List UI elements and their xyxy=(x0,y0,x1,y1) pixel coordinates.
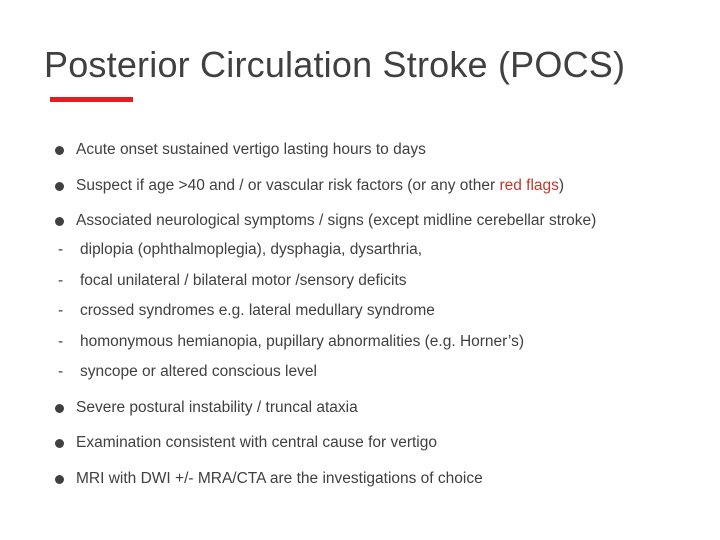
bullet-item-examination xyxy=(0,432,720,454)
sub-item-text: diplopia (ophthalmoplegia), dysphagia, dysarthria, xyxy=(80,241,423,258)
bullet-item-risk-factors xyxy=(0,175,720,197)
sub-item-text: focal unilateral / bilateral motor /sensory deficits xyxy=(80,272,407,289)
bullet-text: Acute onset sustained vertigo lasting hours to days xyxy=(76,141,426,158)
dash-marker: - xyxy=(58,363,64,380)
bullet-dot-icon xyxy=(55,404,64,413)
sub-item-motor-deficits xyxy=(0,270,720,292)
dash-marker: - xyxy=(58,302,64,319)
bullet-dot-icon xyxy=(55,146,64,155)
sub-item-hemianopia xyxy=(0,331,720,353)
bullet-item-vertigo xyxy=(0,139,720,161)
bullet-dot-icon xyxy=(55,182,64,191)
dash-marker: - xyxy=(58,272,64,289)
bullet-dot-icon xyxy=(55,475,64,484)
bullet-dot-icon xyxy=(55,217,64,226)
sub-item-crossed-syndromes xyxy=(0,300,720,322)
bullet-dot-icon xyxy=(55,439,64,448)
dash-marker: - xyxy=(58,333,64,350)
bullet-item-mri xyxy=(0,468,720,490)
bullet-text-before: Suspect if age >40 and / or vascular risk factors (or any other xyxy=(76,177,500,194)
sub-item-text: crossed syndromes e.g. lateral medullary syndrome xyxy=(80,302,435,319)
dash-marker: - xyxy=(58,241,64,258)
bullet-text: Associated neurological symptoms / signs (except midline cerebellar stroke) xyxy=(76,212,597,229)
bullet-text: MRI with DWI +/- MRA/CTA are the investigations of choice xyxy=(76,470,483,487)
bullet-text: Severe postural instability / truncal ataxia xyxy=(76,399,358,416)
bullet-text xyxy=(76,175,564,197)
slide-title: Posterior Circulation Stroke (POCS) xyxy=(44,44,626,85)
bullet-text-after: ) xyxy=(558,177,565,194)
bullet-item-postural-instability xyxy=(0,397,720,419)
sub-item-syncope xyxy=(0,361,720,383)
sub-item-text: syncope or altered conscious level xyxy=(80,363,317,380)
bullet-text: Examination consistent with central cause for vertigo xyxy=(76,434,437,451)
sub-item-text: homonymous hemianopia, pupillary abnormalities (e.g. Horner’s) xyxy=(80,333,524,350)
bullet-item-neuro-symptoms xyxy=(0,210,720,232)
red-flags-highlight: red flags xyxy=(499,177,559,194)
sub-item-diplopia xyxy=(0,239,720,261)
